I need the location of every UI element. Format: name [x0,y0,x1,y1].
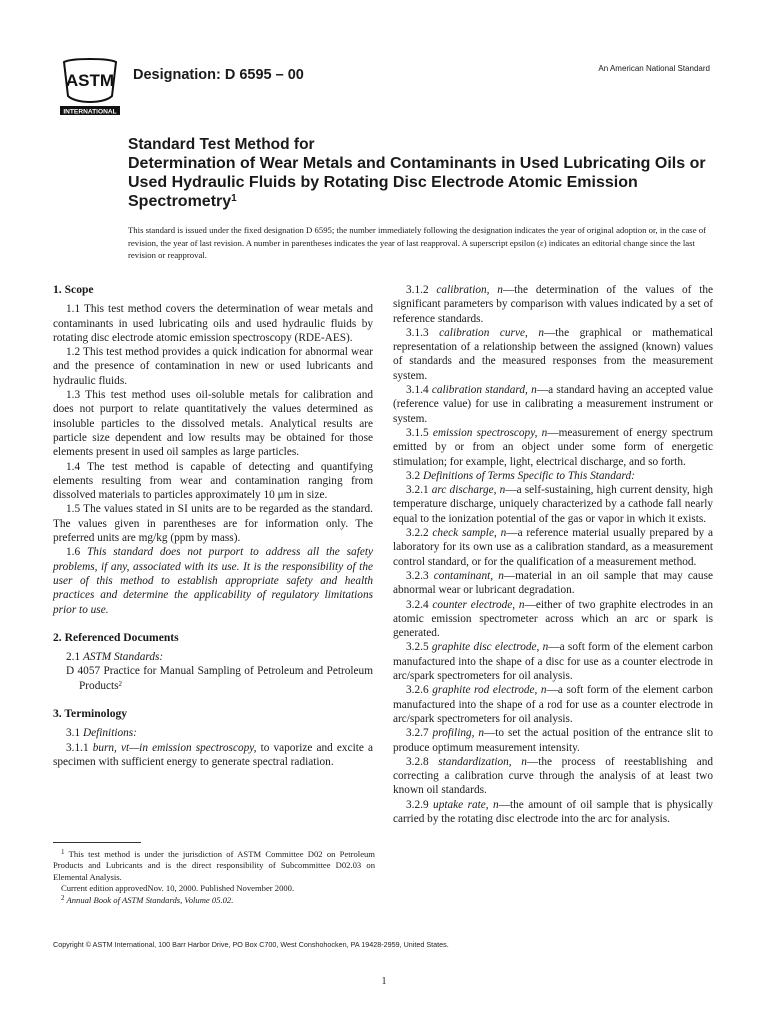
definition-3-2-5 [393,640,713,683]
definition-3-1-4 [393,383,713,426]
right-column [393,283,713,826]
definition-text: to vaporize and excite a specimen with sufficient energy to generate spectral radiation. [53,741,373,768]
para-1-5: 1.5 The values stated in SI units are to be regarded as the standard. The values given in parentheses are for information only. The preferred units are mg/kg (ppm by mass). [53,503,373,545]
definition-number: 3.2.5 [406,641,432,654]
copyright-notice: Copyright © ASTM International, 100 Barr Harbor Drive, PO Box C700, West Conshohocken, PA 19428-2959, United States. [53,940,449,949]
definition-number: 3.2.8 [406,755,439,768]
definition-term: standardization, n [438,755,527,768]
page-number: 1 [381,976,387,987]
footnote-2 [53,895,375,906]
designation: Designation: D 6595 – 00 [133,67,304,83]
definition-term: calibration curve, n [439,326,544,339]
definition-text: —a self-sustaining, high current density, high temperature discharge, uniquely characterized by a cathode fall nearly equal to the ionization potential of the gas or vapor in which it exists. [393,484,713,525]
left-column [53,283,373,769]
title-main: Determination of Wear Metals and Contaminants in Used Lubricating Oils or Used Hydraulic Fluids by Rotating Disc Electrode Atomic Emission Spectrometry [128,155,706,210]
national-standard-label: An American National Standard [598,64,710,73]
para-1-4: 1.4 The test method is capable of detecting and quantifying elements resulting from wear and contamination ranging from dissolved materials to particles approximately 10 μm in size. [53,460,373,502]
para-1-3: 1.3 This test method uses oil-soluble metals for calibration and does not purport to relate quantitatively the values determined as insoluble particles to the dissolved metals. Analytical results are particle size dependent and low results may be obtained for those elements present in used oil samples as large particles. [53,389,373,459]
definition-number: 3.1.5 [406,426,433,439]
definition-number: 3.1.2 [406,284,437,296]
footnote-1-text: This test method is under the jurisdiction of ASTM Committee D02 on Petroleum Products and Lubricants and is the direct responsibility of Subcommittee D02.03 on Elemental Analysis. [53,849,375,882]
scope-heading: 1. Scope [53,283,94,296]
terminology-heading: 3. Terminology [53,707,128,721]
para-3-2 [393,469,713,483]
definition-3-1-1 [53,741,373,770]
definition-number: 3.2.9 [406,798,434,811]
footnotes [53,849,375,906]
para-2-1-text: ASTM Standards: [82,651,164,664]
definition-number: 3.2.4 [406,598,433,611]
footnote-2-text: Annual Book of ASTM Standards, Volume 05.02. [64,894,234,905]
definition-3-2-6 [393,683,713,726]
definition-3-1-3 [393,326,713,383]
definition-term: contaminant, n [433,569,504,582]
definition-number: 3.1.3 [406,326,440,339]
definition-number: 3.1.1 [66,741,93,754]
logo-text: ASTM [65,71,115,90]
definition-number: 3.2.7 [406,727,433,740]
para-3-1-number: 3.1 [66,727,83,740]
reference-d4057 [66,664,373,693]
definition-term: arc discharge, n [431,484,506,497]
definition-text: —either of two graphite electrodes in an atomic emission spectrometer across which an arc or spark is generated. [393,598,713,640]
definition-text: —a soft form of the element carbon manufactured into the shape of a rod for use as a counter electrode in arc/spark spectrometers for oil analysis. [393,684,713,725]
definition-3-2-8 [393,755,713,798]
definition-term: uptake rate, n [433,798,499,811]
definition-term: graphite disc electrode, n [431,641,549,654]
definition-text: —a standard having an accepted value (reference value) for use in calibrating a measurement instrument or system. [393,384,713,425]
definition-text: —measurement of energy spectrum emitted by or from an object under some form of energetic stimulation; for example, light, electrical discharge, and so forth. [393,426,713,468]
definition-text: —the determination of the values of the significant parameters by comparison with values indicated by a set of reference standards. [393,284,713,325]
preamble: This standard is issued under the fixed designation D 6595; the number immediately following the designation indicates the year of original adoption or, in the case of revision, the year of last revision. A number in parentheses indicates the year of last reapproval. A superscript epsilon (ε) indicates an editorial change since the last revision or reapproval. [128,225,706,261]
definition-text: —the amount of oil sample that is physically carried by the rotating disc electrode into the arc for analysis. [393,798,714,825]
definition-3-2-9 [393,798,713,827]
para-1-6-number: 1.6 [66,546,87,559]
definition-text: —a soft form of the element carbon manufactured into the shape of a disc for use as a counter electrode in arc/spark spectrometers for oil analysis. [393,641,713,683]
definition-number: 3.2.1 [406,484,432,497]
para-1-2: 1.2 This test method provides a quick indication for abnormal wear and the presence of contamination in new or used lubricants and hydraulic fluids. [53,346,373,387]
footnote-2-mark: 2 [61,893,65,902]
footnote-divider [53,842,141,843]
definition-term: counter electrode, n [432,598,525,611]
para-1-1: 1.1 This test method covers the determination of wear metals and contaminants in used lubricating oils and used hydraulic fluids by rotating disc electrode atomic emission spectroscopy (RDE-AES). [53,303,373,344]
definition-term: check sample, n [432,527,507,540]
definition-3-2-2 [393,526,713,569]
definition-3-1-5 [393,426,713,469]
footnote-1-edition: Current edition approvedNov. 10, 2000. Published November 2000. [61,883,295,894]
para-3-2-number: 3.2 [406,469,423,482]
definition-text: —the graphical or mathematical representation of a relationship between the assigned (known) values of standards and the measured responses from the measurement system. [393,326,714,382]
definition-term: graphite rod electrode, n [432,684,547,697]
para-2-1 [53,650,373,664]
reference-d4057-text: D 4057 Practice for Manual Sampling of Petroleum and Petroleum Products [66,665,373,692]
title-line-2 [128,154,728,211]
title-footnote-mark: 1 [231,193,237,204]
para-3-2-text: Definitions of Terms Specific to This Standard: [422,469,635,482]
definition-number: 3.2.2 [406,527,433,540]
definition-text: —the process of reestablishing and correcting a calibration curve through the analysis of at least two known oil standards. [393,755,714,797]
definition-text: —material in an oil sample that may cause abnormal wear or lubricant degradation. [393,569,713,597]
footnote-1-mark: 1 [61,848,65,856]
definition-term: emission spectroscopy, n [432,426,548,439]
definition-term: calibration standard, n [431,384,537,397]
para-1-6 [53,545,373,616]
referenced-documents-heading: 2. Referenced Documents [53,630,179,644]
definition-term: calibration, n [436,284,503,296]
logo-subtext: INTERNATIONAL [63,108,117,116]
definition-3-1-2 [393,283,713,326]
definition-3-2-4 [393,598,713,641]
document-title [128,135,728,211]
para-3-1-text: Definitions: [82,727,137,740]
definition-term: burn, vt—in emission spectroscopy, [92,741,257,754]
definition-3-2-3 [393,569,713,598]
title-line-1: Standard Test Method for [128,136,315,153]
definition-term: profiling, n [432,727,484,740]
para-2-1-number: 2.1 [66,651,83,664]
astm-logo [56,56,124,118]
definition-number: 3.1.4 [406,384,432,397]
definition-text: —to set the actual position of the entrance slit to produce optimum measurement intensity. [393,727,713,754]
definition-number: 3.2.6 [406,684,433,697]
reference-d4057-footnote-mark: 2 [118,679,123,688]
definition-3-2-7 [393,726,713,755]
definition-3-2-1 [393,483,713,526]
para-1-6-text: This standard does not purport to address all the safety problems, if any, associated with its use. It is the responsibility of the user of this method to establish appropriate safety and health practices and determine the applicability of regulatory limitations prior to use. [53,546,373,616]
definition-text: —a reference material usually prepared by a laboratory for its own use as a calibration standard, as a measurement control standard, or for the qualification of a measurement method. [393,527,713,568]
footnote-1 [53,849,375,883]
para-3-1 [53,726,373,740]
definition-number: 3.2.3 [406,569,434,582]
